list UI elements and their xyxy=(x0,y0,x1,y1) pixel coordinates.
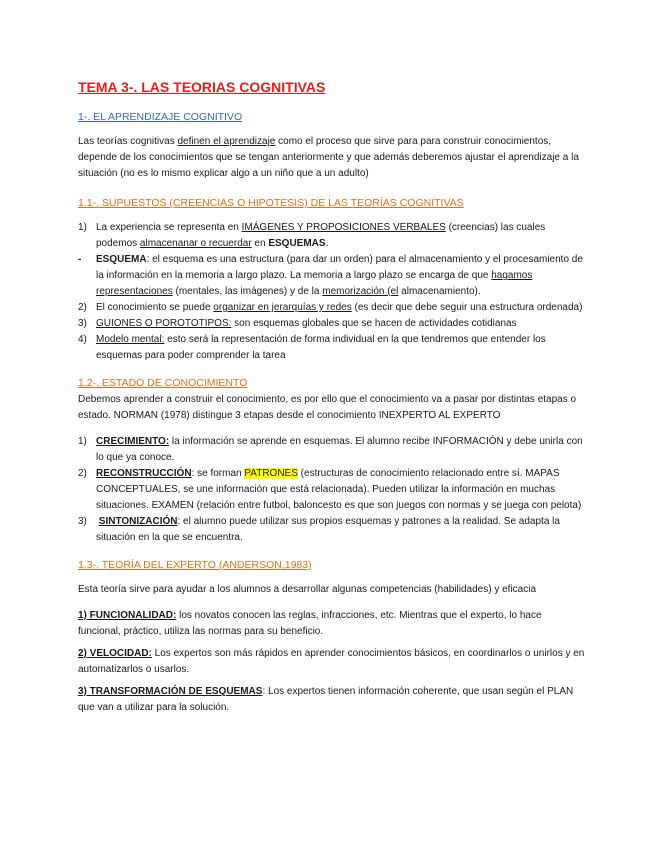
section-1-paragraph: Las teorías cognitivas definen el aprendizaje como el proceso que sirve para para construir conocimientos, depende de los conocimientos que se tengan anteriormente y que además deberemos ajustar el aprendizaje a la situación (no es lo mismo explicar algo a un niño que a un adulto) xyxy=(78,136,579,179)
section-1-2-heading: 1.2-. ESTADO DE CONOCIMIENTO xyxy=(78,377,248,389)
list-item: 2) RECONSTRUCCIÓN: se forman PATRONES (estructuras de conocimiento relacionado entre sí. MAPAS CONCEPTUALES, se une información que está relacionada). Pueden utilizar la información en muchas situaciones. EXAMEN (relación entre futbol, baloncesto es que son juegos con normas y se juega con pelota) xyxy=(78,468,582,511)
list-item: - ESQUEMA: el esquema es una estructura (para dar un orden) para el almacenamiento y el procesamiento de la información en la memoria a largo plazo. La memoria a largo plazo se encarga de que hagamos representaciones (mentales, las imágenes) y de la memorización (el almacenamiento). xyxy=(78,254,583,297)
list-item: 2) El conocimiento se puede organizar en jerarquías y redes (es decir que debe seguir una estructura ordenada) xyxy=(78,302,583,313)
list-item: 3) SINTONIZACIÓN: el alumno puede utilizar sus propios esquemas y patrones a la realidad. Se adapta la situación en la que se encuentra. xyxy=(78,516,560,543)
velocity-paragraph: 2) VELOCIDAD: Los expertos son más rápidos en aprender conocimientos básicos, en coordinarlos o unirlos y en automatizarlos o usarlos. xyxy=(78,648,585,675)
list-item: 1) CRECIMIENTO: la información se aprende en esquemas. El alumno recibe INFORMACIÓN y debe unirla con lo que ya conoce. xyxy=(78,436,583,463)
list-item: 4) Modelo mental: esto será la representación de forma individual en la que tendremos que entender los esquemas para poder comprender la tarea xyxy=(78,334,546,361)
section-1-2-paragraph: Debemos aprender a construir el conocimiento, es por ello que el conocimiento va a pasar por distintas etapas o estado. NORMAN (1978) distingue 3 etapas desde el conocimiento INEXPERTO AL EXPERTO xyxy=(78,394,577,421)
list-item: 3) GUIONES O POROTOTIPOS: son esquemas globales que se hacen de actividades cotidianas xyxy=(78,318,517,329)
list-item: 1) La experiencia se representa en IMÁGENES Y PROPOSICIONES VERBALES (creencias) las cuales podemos almacenanar o recuerdar en ESQUEMAS. xyxy=(78,222,546,249)
document-title: TEMA 3-. LAS TEORIAS COGNITIVAS xyxy=(78,79,326,95)
highlighted-text: PATRONES xyxy=(244,468,298,479)
transformation-paragraph: 3) TRANSFORMACIÓN DE ESQUEMAS: Los expertos tienen información coherente, que usan según el PLAN que van a utilizar para la solución. xyxy=(78,686,574,713)
section-1-3-heading: 1.3-. TEORÍA DEL EXPERTO (ANDERSON,1983) xyxy=(78,559,312,571)
section-1-heading: 1-. EL APRENDIZAJE COGNITIVO xyxy=(78,111,243,123)
section-1-3-paragraph: Esta teoría sirve para ayudar a los alumnos a desarrollar algunas competencias (habilidades) y eficacia xyxy=(78,584,537,595)
section-1-1-heading: 1.1-. SUPUESTOS (CREENCIAS O HIPOTESIS) DE LAS TEORÍAS COGNITIVAS xyxy=(78,197,464,209)
functionality-paragraph: 1) FUNCIONALIDAD: los novatos conocen las reglas, infracciones, etc. Mientras que el experto, lo hace funcional, práctico, utiliza las normas para su beneficio. xyxy=(78,610,542,637)
